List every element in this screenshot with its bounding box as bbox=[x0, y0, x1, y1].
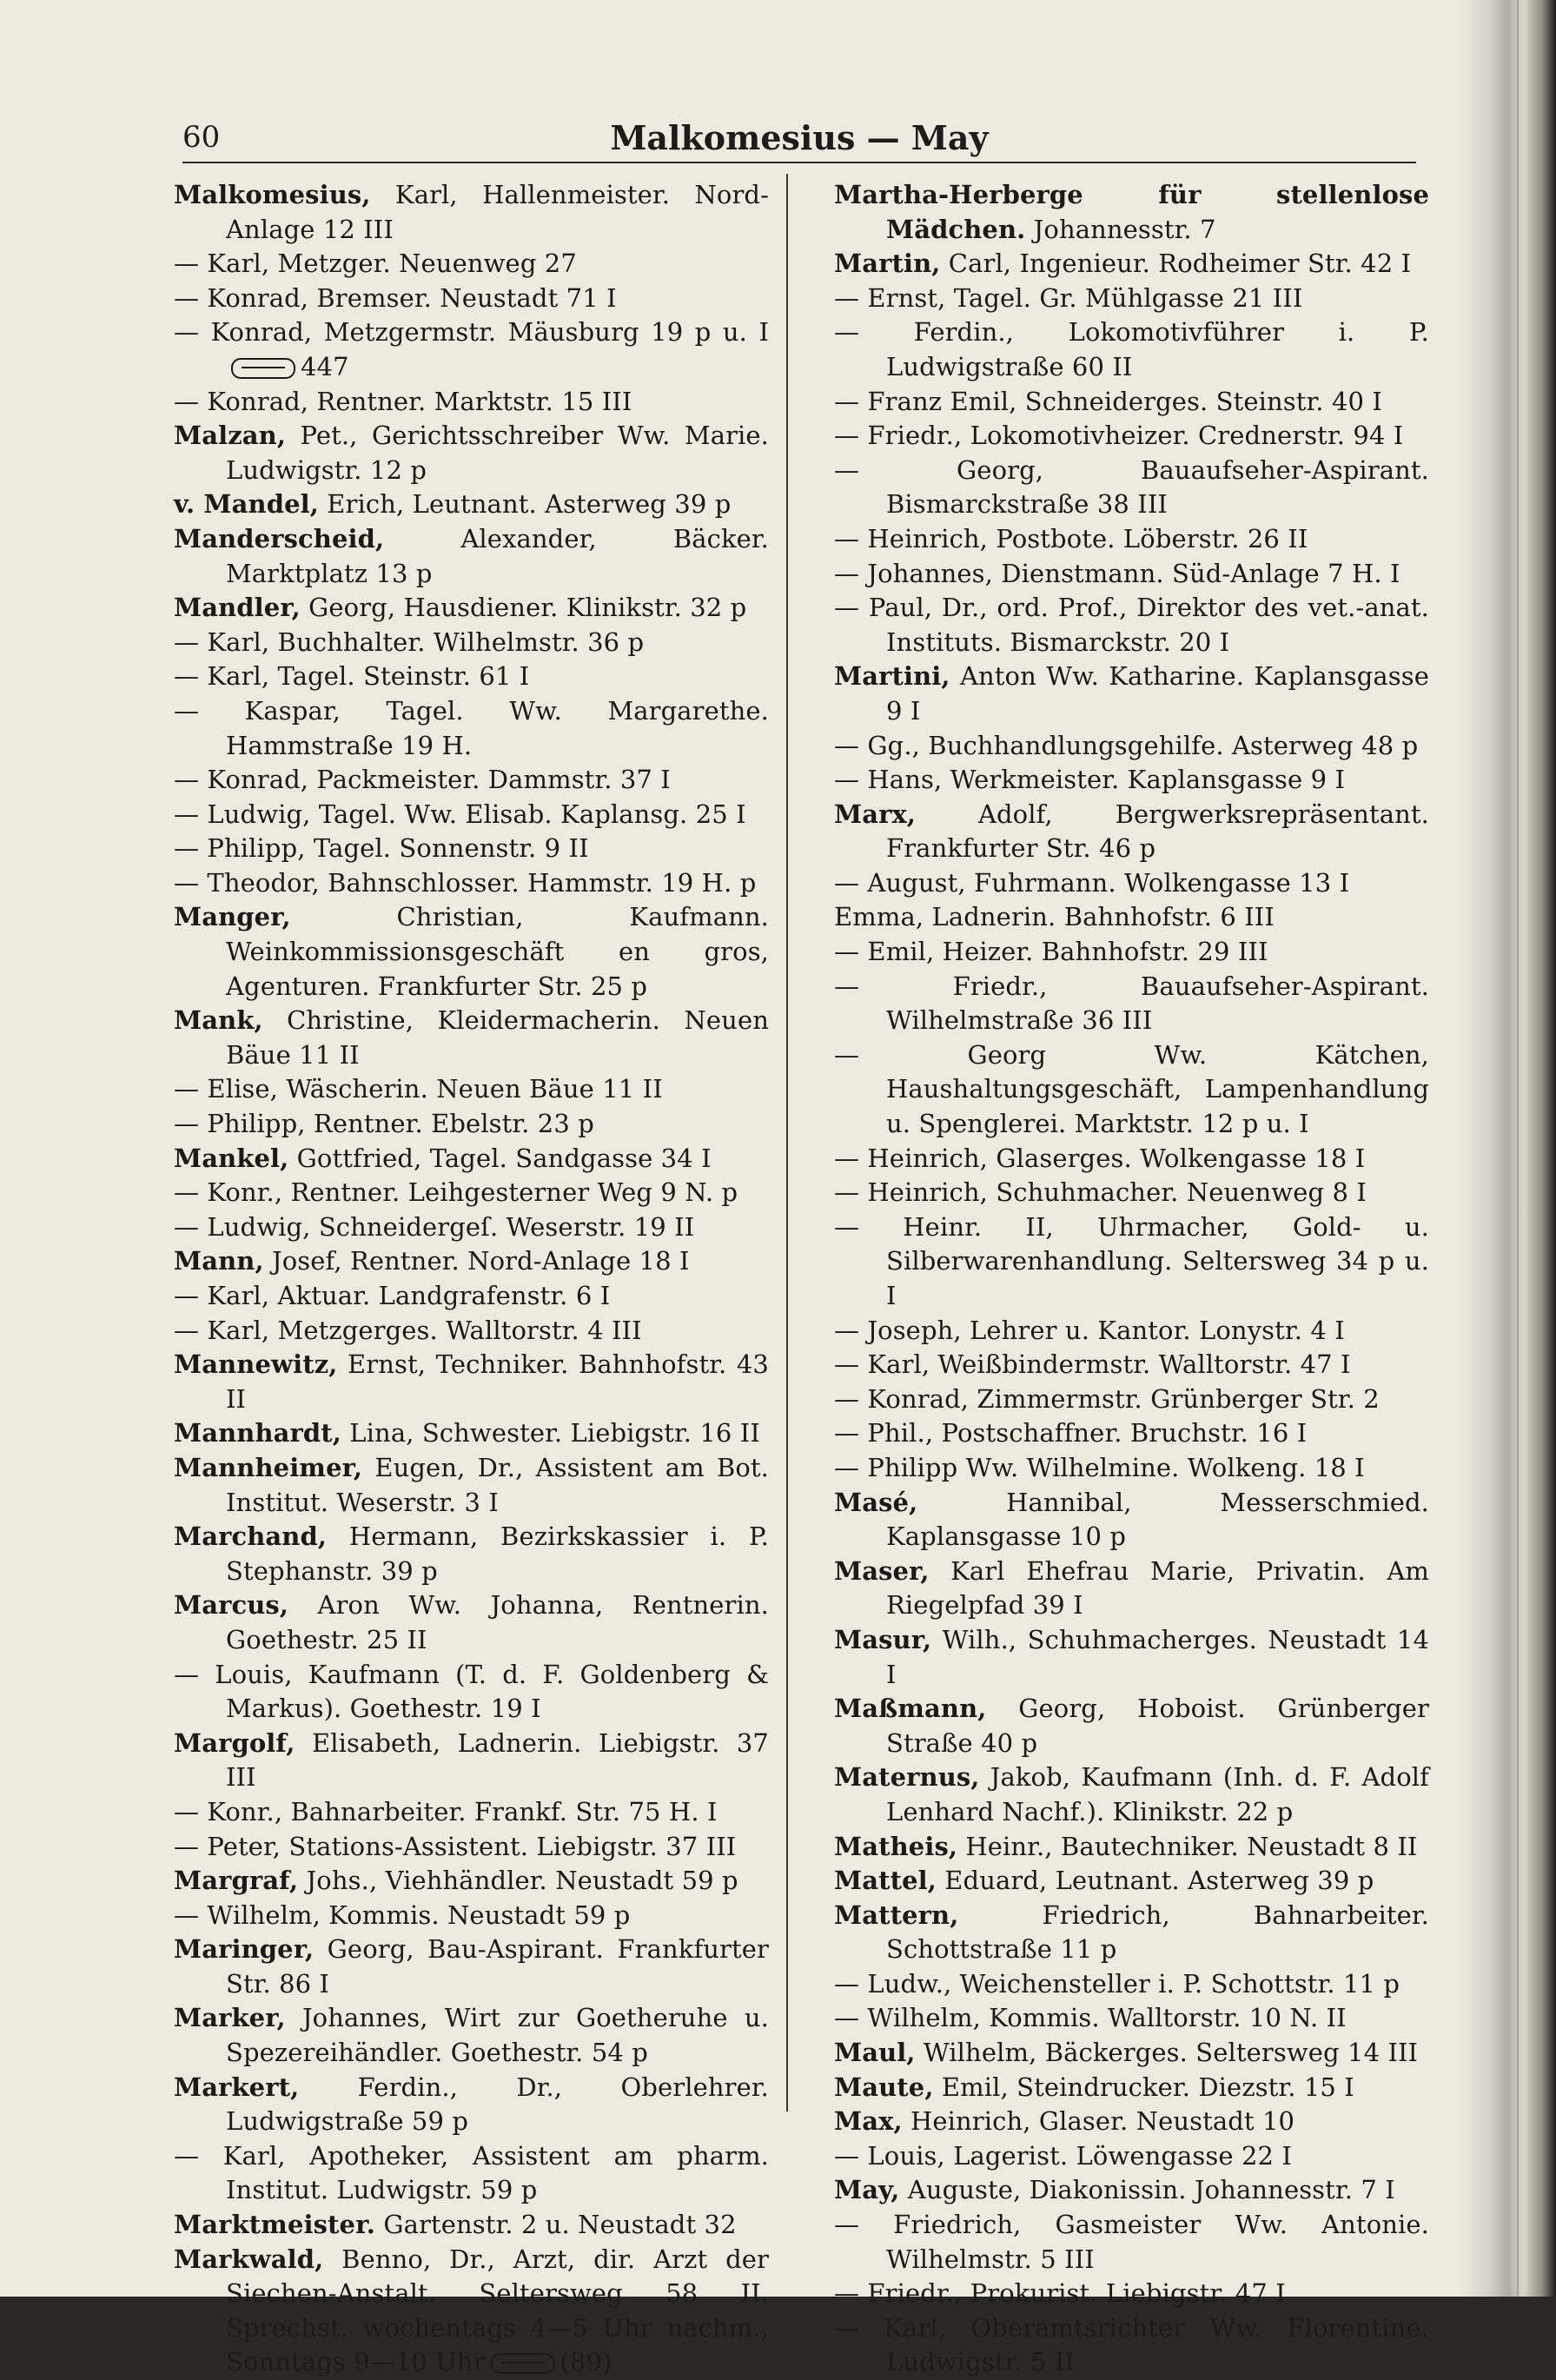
entry-details: — Peter, Stations-Assistent. Liebigstr. 37 III bbox=[174, 1831, 737, 1861]
entry-details: Georg, Bau-Aspirant. Frankfurter Str. 86 I bbox=[226, 1934, 769, 1999]
entry-surname: Marker, bbox=[174, 2003, 286, 2033]
directory-entry bbox=[174, 1107, 769, 1142]
book-edge bbox=[1510, 0, 1556, 2297]
entry-details: Emma, Ladnerin. Bahnhofstr. 6 III bbox=[834, 902, 1275, 932]
directory-entry bbox=[834, 2208, 1429, 2277]
directory-entry bbox=[174, 1072, 769, 1107]
directory-entry bbox=[174, 1279, 769, 1314]
entry-details: — Karl, Weißbindermstr. Walltorstr. 47 I bbox=[834, 1349, 1351, 1380]
directory-entry bbox=[834, 1416, 1429, 1451]
directory-entry bbox=[834, 900, 1429, 935]
entry-details: — Konrad, Metzgermstr. Mäusburg 19 p u. I bbox=[174, 317, 769, 348]
entry-surname: Mandler, bbox=[174, 593, 301, 623]
entry-details: — Ludw., Weichensteller i. P. Schottstr. 11 p bbox=[834, 1968, 1400, 1999]
directory-entry bbox=[834, 798, 1429, 866]
entry-details: Johannes, Wirt zur Goetheruhe u. Spezereihändler. Goethestr. 54 p bbox=[226, 2003, 769, 2068]
directory-entry bbox=[834, 2311, 1429, 2380]
entry-details: — Louis, Lagerist. Löwengasse 22 I bbox=[834, 2140, 1292, 2171]
entry-details: Ferdin., Dr., Oberlehrer. Ludwigstraße 59 p bbox=[226, 2072, 769, 2137]
entry-details: Eduard, Leutnant. Asterweg 39 p bbox=[936, 1866, 1374, 1896]
directory-entry bbox=[174, 1727, 769, 1795]
entry-details: Josef, Rentner. Nord-Anlage 18 I bbox=[263, 1246, 690, 1276]
directory-entry bbox=[174, 1244, 769, 1279]
entry-details: Karl, Hallenmeister. Nord-Anlage 12 III bbox=[226, 180, 769, 244]
directory-entry bbox=[174, 1830, 769, 1865]
entry-details: Hannibal, Messerschmied. Kaplansgasse 10 p bbox=[886, 1487, 1429, 1552]
page-number: 60 bbox=[182, 120, 221, 155]
entry-details: Christian, Kaufmann. Weinkommissionsgeschäft en gros, Agenturen. Frankfurter Str. 25 p bbox=[226, 902, 769, 1001]
entry-details: Heinrich, Glaser. Neustadt 10 bbox=[902, 2106, 1295, 2137]
directory-entry bbox=[174, 2139, 769, 2208]
entry-details: Pet., Gerichtsschreiber Ww. Marie. Ludwigstr. 12 p bbox=[226, 421, 769, 485]
directory-entry bbox=[174, 591, 769, 626]
entry-surname: Martini, bbox=[834, 661, 950, 692]
directory-entry bbox=[834, 1451, 1429, 1486]
directory-entry bbox=[174, 763, 769, 798]
column-divider bbox=[786, 174, 788, 2112]
entry-details: — Ludwig, Schneidergeſ. Weserstr. 19 II bbox=[174, 1211, 695, 1242]
entry-details: — Ernst, Tagel. Gr. Mühlgasse 21 III bbox=[834, 282, 1303, 313]
directory-entry bbox=[174, 866, 769, 901]
directory-entry bbox=[174, 1176, 769, 1210]
entry-surname: Maute, bbox=[834, 2072, 934, 2102]
directory-entry bbox=[174, 178, 769, 247]
entry-details: Wilh., Schuhmacherges. Neustadt 14 I bbox=[886, 1624, 1429, 1689]
directory-entry bbox=[834, 2071, 1429, 2105]
directory-entry bbox=[834, 1348, 1429, 1382]
directory-entry bbox=[834, 935, 1429, 970]
entry-surname: Markert, bbox=[174, 2072, 300, 2102]
directory-entry bbox=[834, 454, 1429, 522]
directory-entry bbox=[834, 660, 1429, 728]
entry-details: — Karl, Apotheker, Assistent am pharm. Institut. Ludwigstr. 59 p bbox=[174, 2140, 769, 2205]
directory-entry bbox=[834, 2105, 1429, 2139]
entry-details: — Konrad, Packmeister. Dammstr. 37 I bbox=[174, 765, 671, 795]
entry-details: Georg, Hoboist. Grünberger Straße 40 p bbox=[886, 1694, 1429, 1758]
entry-details: — Wilhelm, Kommis. Walltorstr. 10 N. II bbox=[834, 2003, 1347, 2033]
directory-entry bbox=[174, 419, 769, 487]
entry-details: — Heinrich, Glaserges. Wolkengasse 18 I bbox=[834, 1143, 1366, 1173]
right-column bbox=[834, 178, 1429, 2380]
entry-details: — Karl, Metzger. Neuenweg 27 bbox=[174, 249, 577, 279]
entry-details: Emil, Steindrucker. Diezstr. 15 I bbox=[933, 2072, 1354, 2102]
directory-entry bbox=[834, 1038, 1429, 1142]
entry-details: Benno, Dr., Arzt, dir. Arzt der Siechen-Anstalt. Seltersweg 58 II. Sprechst. wochentags 4—5 Uhr nachm., Sonntags 9—10 Uhr bbox=[226, 2244, 769, 2377]
directory-entry bbox=[174, 900, 769, 1004]
entry-surname: Masé, bbox=[834, 1487, 918, 1517]
entry-details: — Georg Ww. Kätchen, Haushaltungsgeschäft, Lampenhandlung u. Spenglerei. Marktstr. 12 p u. I bbox=[834, 1039, 1429, 1139]
entry-details: — Konr., Bahnarbeiter. Frankf. Str. 75 H. I bbox=[174, 1796, 718, 1826]
directory-entry bbox=[834, 1486, 1429, 1555]
entry-surname: Marchand, bbox=[174, 1521, 328, 1552]
entry-details: Lina, Schwester. Liebigstr. 16 II bbox=[341, 1418, 760, 1449]
directory-entry bbox=[174, 660, 769, 694]
directory-entry bbox=[834, 591, 1429, 660]
entry-surname: Marktmeister. bbox=[174, 2210, 375, 2240]
entry-details: — Phil., Postschaffner. Bruchstr. 16 I bbox=[834, 1418, 1308, 1449]
entry-details: Jakob, Kaufmann (Inh. d. F. Adolf Lenhard Nachf.). Klinikstr. 22 p bbox=[886, 1762, 1429, 1826]
directory-entry bbox=[174, 247, 769, 282]
entry-details: — Paul, Dr., ord. Prof., Direktor des vet.-anat. Instituts. Bismarckstr. 20 I bbox=[834, 593, 1429, 657]
entry-details: Elisabeth, Ladnerin. Liebigstr. 37 III bbox=[226, 1727, 769, 1793]
directory-entry bbox=[834, 522, 1429, 557]
entry-details: — Ludwig, Tagel. Ww. Elisab. Kaplansg. 25 I bbox=[174, 799, 746, 829]
directory-entry bbox=[174, 1588, 769, 1657]
directory-entry bbox=[834, 729, 1429, 764]
directory-entry bbox=[174, 1520, 769, 1588]
entry-details: — Heinrich, Schuhmacher. Neuenweg 8 I bbox=[834, 1177, 1367, 1208]
directory-entry bbox=[174, 385, 769, 420]
directory-entry bbox=[174, 798, 769, 832]
directory-entry bbox=[174, 2001, 769, 2070]
page-header bbox=[182, 118, 1416, 163]
directory-entry bbox=[174, 832, 769, 866]
entry-surname: Martin, bbox=[834, 249, 941, 279]
entry-surname: Max, bbox=[834, 2106, 903, 2137]
entry-surname: Mannhardt, bbox=[174, 1418, 341, 1449]
entry-details: — Konrad, Bremser. Neustadt 71 I bbox=[174, 282, 617, 313]
entry-surname: May, bbox=[834, 2175, 900, 2205]
directory-entry bbox=[834, 178, 1429, 247]
directory-entry bbox=[174, 1795, 769, 1830]
entry-details: Erich, Leutnant. Asterweg 39 p bbox=[318, 489, 732, 520]
entry-surname: Marx, bbox=[834, 799, 917, 829]
entry-surname: Malkomesius, bbox=[174, 180, 371, 209]
directory-entry bbox=[174, 1933, 769, 2001]
directory-entry bbox=[834, 970, 1429, 1038]
entry-details: — Joseph, Lehrer u. Kantor. Lonystr. 4 I bbox=[834, 1315, 1345, 1345]
entry-details: Gottfried, Tagel. Sandgasse 34 I bbox=[288, 1143, 712, 1173]
directory-entry bbox=[174, 1348, 769, 1416]
directory-entry bbox=[834, 315, 1429, 384]
entry-surname: Maringer, bbox=[174, 1934, 315, 1965]
entry-surname: Maul, bbox=[834, 2038, 916, 2068]
directory-entry bbox=[834, 1382, 1429, 1417]
directory-entry bbox=[834, 1176, 1429, 1210]
directory-entry bbox=[834, 419, 1429, 454]
directory-entry bbox=[834, 1864, 1429, 1899]
entry-details: Heinr., Bautechniker. Neustadt 8 II bbox=[957, 1831, 1418, 1861]
entry-surname: Maser, bbox=[834, 1555, 930, 1586]
entry-details: — Karl, Tagel. Steinstr. 61 I bbox=[174, 661, 530, 692]
directory-entry bbox=[174, 487, 769, 522]
entry-details: Johannesstr. 7 bbox=[1025, 214, 1216, 244]
entry-details: — Philipp, Tagel. Sonnenstr. 9 II bbox=[174, 833, 589, 864]
entry-details: — Friedr., Lokomotivheizer. Crednerstr. 94 I bbox=[834, 421, 1404, 451]
entry-surname: Maternus, bbox=[834, 1762, 980, 1793]
directory-entry bbox=[834, 1142, 1429, 1177]
directory-entry bbox=[174, 1899, 769, 1933]
entry-details: Hermann, Bezirkskassier i. P. Stephanstr. 39 p bbox=[226, 1521, 769, 1586]
directory-entry bbox=[834, 1623, 1429, 1692]
directory-entry bbox=[834, 1210, 1429, 1314]
entry-details: — Kaspar, Tagel. Ww. Margarethe. Hammstraße 19 H. bbox=[174, 695, 769, 760]
entry-details: Adolf, Bergwerksrepräsentant. Frankfurter Str. 46 p bbox=[886, 799, 1429, 864]
entry-details: Alexander, Bäcker. Marktplatz 13 p bbox=[226, 523, 769, 588]
directory-entry bbox=[174, 1004, 769, 1072]
entry-details: — Karl, Oberamtsrichter Ww. Florentine. Ludwigstr. 5 II bbox=[834, 2312, 1429, 2377]
telephone-icon bbox=[491, 2353, 555, 2374]
entry-surname: Malzan, bbox=[174, 421, 287, 451]
directory-entry bbox=[174, 1864, 769, 1899]
entry-details: — Friedr., Prokurist. Liebigstr. 47 I bbox=[834, 2278, 1286, 2309]
entry-surname: Margraf, bbox=[174, 1866, 299, 1896]
entry-details: — Ferdin., Lokomotivführer i. P. Ludwigstraße 60 II bbox=[834, 317, 1429, 381]
entry-details: Karl Ehefrau Marie, Privatin. Am Riegelpfad 39 I bbox=[886, 1555, 1429, 1621]
entry-details: — August, Fuhrmann. Wolkengasse 13 I bbox=[834, 867, 1350, 898]
directory-entry bbox=[834, 247, 1429, 282]
directory-entry bbox=[834, 763, 1429, 798]
entry-details: — Konrad, Zimmermstr. Grünberger Str. 2 bbox=[834, 1383, 1380, 1414]
directory-entry bbox=[174, 1314, 769, 1349]
entry-details: Johs., Viehhändler. Neustadt 59 p bbox=[298, 1866, 738, 1896]
entry-details: — Friedr., Bauaufseher-Aspirant. Wilhelmstraße 36 III bbox=[834, 971, 1429, 1036]
entry-surname: Masur, bbox=[834, 1624, 932, 1654]
entry-details: Eugen, Dr., Assistent am Bot. Institut. Weserstr. 3 I bbox=[226, 1452, 769, 1517]
directory-entry bbox=[834, 282, 1429, 316]
entry-surname: Mann, bbox=[174, 1246, 264, 1276]
left-column bbox=[174, 178, 769, 2380]
entry-surname: Markwald, bbox=[174, 2244, 324, 2274]
directory-entry bbox=[834, 385, 1429, 420]
entry-details: Aron Ww. Johanna, Rentnerin. Goethestr. 25 II bbox=[226, 1590, 769, 1654]
entry-details: Auguste, Diakonissin. Johannesstr. 7 I bbox=[899, 2175, 1395, 2205]
entry-surname: Mattel, bbox=[834, 1866, 937, 1896]
directory-entry bbox=[174, 1210, 769, 1245]
directory-entry bbox=[834, 1830, 1429, 1865]
directory-entry bbox=[834, 1760, 1429, 1829]
directory-entry bbox=[174, 694, 769, 763]
entry-surname: Mannheimer, bbox=[174, 1452, 363, 1482]
telephone-number: 447 bbox=[301, 351, 349, 381]
directory-entry bbox=[834, 2001, 1429, 2036]
running-title: Malkomesius — May bbox=[610, 118, 989, 157]
directory-entry bbox=[834, 2036, 1429, 2071]
directory-entry bbox=[174, 1416, 769, 1451]
directory-entry bbox=[174, 2071, 769, 2139]
entry-details: — Emil, Heizer. Bahnhofstr. 29 III bbox=[834, 937, 1268, 967]
entry-details: — Elise, Wäscherin. Neuen Bäue 11 II bbox=[174, 1074, 663, 1104]
entry-details: Georg, Hausdiener. Klinikstr. 32 p bbox=[300, 593, 747, 623]
telephone-number: (89) bbox=[559, 2347, 612, 2377]
directory-entry bbox=[174, 626, 769, 660]
directory-entry bbox=[834, 1967, 1429, 2002]
telephone-icon bbox=[231, 358, 295, 379]
entry-details: — Friedrich, Gasmeister Ww. Antonie. Wilhelmstr. 5 III bbox=[834, 2210, 1429, 2274]
directory-entry bbox=[834, 1899, 1429, 1967]
directory-entry bbox=[834, 1555, 1429, 1623]
entry-details: — Heinr. II, Uhrmacher, Gold- u. Silberwarenhandlung. Seltersweg 34 p u. I bbox=[834, 1211, 1429, 1310]
entry-details: Ernst, Techniker. Bahnhofstr. 43 II bbox=[226, 1349, 769, 1414]
entry-surname: Marcus, bbox=[174, 1590, 289, 1621]
directory-entry bbox=[834, 2139, 1429, 2174]
directory-entry bbox=[174, 1451, 769, 1520]
entry-details: — Franz Emil, Schneiderges. Steinstr. 40 I bbox=[834, 386, 1382, 416]
entry-surname: Mank, bbox=[174, 1005, 263, 1036]
entry-details: Friedrich, Bahnarbeiter. Schottstraße 11 p bbox=[886, 1899, 1429, 1965]
entry-details: Anton Ww. Katharine. Kaplansgasse 9 I bbox=[886, 661, 1429, 726]
directory-entry bbox=[834, 866, 1429, 901]
entry-details: — Hans, Werkmeister. Kaplansgasse 9 I bbox=[834, 765, 1346, 795]
entry-details: Christine, Kleidermacherin. Neuen Bäue 11 II bbox=[226, 1005, 769, 1070]
entry-surname: Manger, bbox=[174, 902, 291, 932]
directory-entry bbox=[834, 2277, 1429, 2311]
directory-entry bbox=[174, 522, 769, 591]
entry-details: — Louis, Kaufmann (T. d. F. Goldenberg & Markus). Goethestr. 19 I bbox=[174, 1659, 769, 1724]
directory-entry bbox=[174, 1142, 769, 1177]
entry-details: — Karl, Metzgerges. Walltorstr. 4 III bbox=[174, 1315, 642, 1345]
entry-surname: Margolf, bbox=[174, 1727, 295, 1758]
directory-entry bbox=[834, 1314, 1429, 1349]
entry-details: — Karl, Buchhalter. Wilhelmstr. 36 p bbox=[174, 626, 645, 657]
directory-entry bbox=[174, 2243, 769, 2380]
entry-details: — Karl, Aktuar. Landgrafenstr. 6 I bbox=[174, 1281, 611, 1310]
entry-details: — Konrad, Rentner. Marktstr. 15 III bbox=[174, 386, 632, 416]
entry-surname: Matheis, bbox=[834, 1831, 958, 1861]
entry-surname: Mattern, bbox=[834, 1899, 959, 1930]
entry-details: — Gg., Buchhandlungsgehilfe. Asterweg 48 p bbox=[834, 730, 1419, 760]
directory-entry bbox=[834, 1692, 1429, 1760]
entry-details: — Philipp, Rentner. Ebelstr. 23 p bbox=[174, 1109, 594, 1139]
entry-details: Wilhelm, Bäckerges. Seltersweg 14 III bbox=[915, 2038, 1419, 2068]
entry-details: — Konr., Rentner. Leihgesterner Weg 9 N. p bbox=[174, 1177, 738, 1208]
entry-details: Carl, Ingenieur. Rodheimer Str. 42 I bbox=[940, 249, 1412, 279]
entry-surname: Martha-Herberge für stellenlose Mädchen. bbox=[834, 180, 1429, 244]
entry-surname: Mannewitz, bbox=[174, 1349, 338, 1380]
entry-details: — Philipp Ww. Wilhelmine. Wolkeng. 18 I bbox=[834, 1452, 1365, 1482]
entry-surname: Maßmann, bbox=[834, 1694, 987, 1724]
entry-details: — Theodor, Bahnschlosser. Hammstr. 19 H. p bbox=[174, 867, 757, 898]
entry-details: — Johannes, Dienstmann. Süd-Anlage 7 H. I bbox=[834, 558, 1400, 588]
directory-entry bbox=[834, 557, 1429, 592]
entry-surname: Mankel, bbox=[174, 1143, 289, 1173]
directory-entry bbox=[174, 282, 769, 316]
entry-surname: Manderscheid, bbox=[174, 523, 385, 554]
entry-details: — Wilhelm, Kommis. Neustadt 59 p bbox=[174, 1899, 631, 1930]
directory-entry bbox=[834, 2173, 1429, 2208]
entry-details: — Heinrich, Postbote. Löberstr. 26 II bbox=[834, 523, 1308, 554]
directory-entry bbox=[174, 1658, 769, 1727]
entry-details: Gartenstr. 2 u. Neustadt 32 bbox=[375, 2210, 737, 2240]
directory-entry bbox=[174, 315, 769, 384]
directory-entry bbox=[174, 2208, 769, 2243]
entry-surname: v. Mandel, bbox=[174, 489, 319, 520]
entry-details: — Georg, Bauaufseher-Aspirant. Bismarckstraße 38 III bbox=[834, 454, 1429, 520]
